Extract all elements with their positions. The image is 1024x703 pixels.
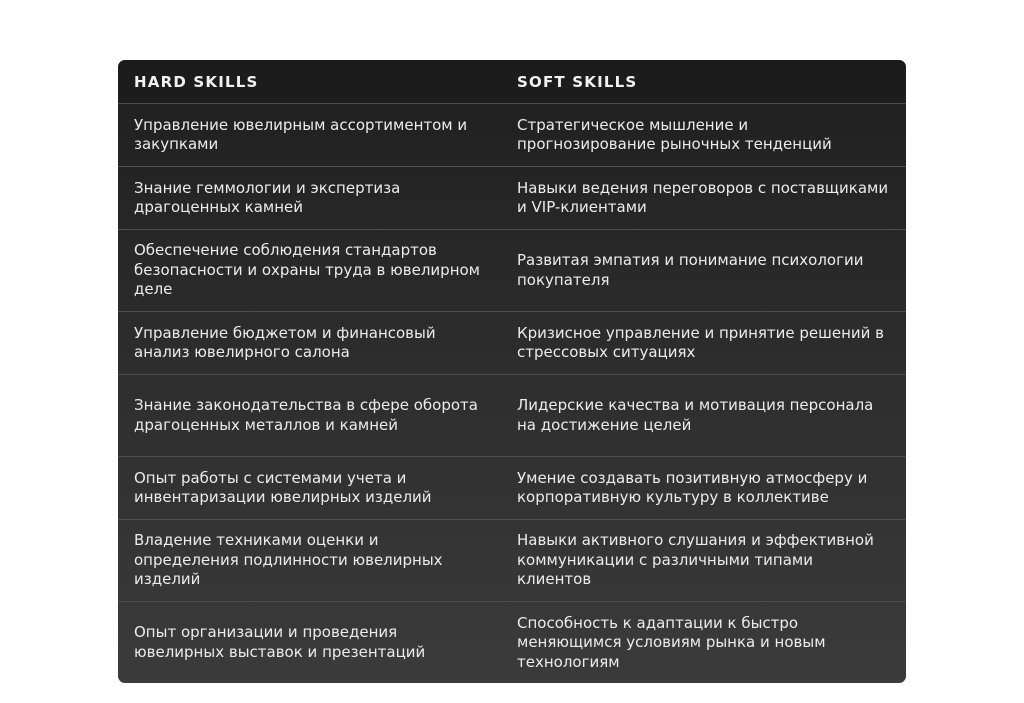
soft-skill-cell: Способность к адаптации к быстро меняющимся условиям рынка и новым технологиям — [501, 602, 906, 684]
skills-table — [118, 60, 906, 683]
table-row — [118, 520, 906, 602]
hard-skill-cell: Знание законодательства в сфере оборота драгоценных металлов и камней — [118, 375, 501, 457]
table-row — [118, 167, 906, 230]
hard-skill-cell: Владение техниками оценки и определения подлинности ювелирных изделий — [118, 520, 501, 602]
table-row — [118, 375, 906, 457]
header-hard-skills: HARD SKILLS — [134, 72, 259, 91]
soft-skill-cell: Умение создавать позитивную атмосферу и корпоративную культуру в коллективе — [501, 457, 906, 520]
hard-skill-cell: Управление ювелирным ассортиментом и закупками — [118, 104, 501, 167]
soft-skill-cell: Кризисное управление и принятие решений в стрессовых ситуациях — [501, 312, 906, 375]
soft-skill-cell: Лидерские качества и мотивация персонала на достижение целей — [501, 375, 906, 457]
table-row — [118, 230, 906, 312]
soft-skill-cell: Стратегическое мышление и прогнозирование рыночных тенденций — [501, 104, 906, 167]
hard-skill-cell: Опыт организации и проведения ювелирных выставок и презентаций — [118, 602, 501, 684]
table-row — [118, 104, 906, 167]
soft-skill-cell: Навыки активного слушания и эффективной коммуникации с различными типами клиентов — [501, 520, 906, 602]
header-soft-skills: SOFT SKILLS — [517, 72, 638, 91]
hard-skill-cell: Опыт работы с системами учета и инвентаризации ювелирных изделий — [118, 457, 501, 520]
hard-skill-cell: Знание геммологии и экспертиза драгоценных камней — [118, 167, 501, 230]
soft-skill-cell: Развитая эмпатия и понимание психологии покупателя — [501, 230, 906, 312]
table-row — [118, 457, 906, 520]
soft-skill-cell: Навыки ведения переговоров с поставщиками и VIP-клиентами — [501, 167, 906, 230]
table-row — [118, 312, 906, 375]
hard-skill-cell: Управление бюджетом и финансовый анализ ювелирного салона — [118, 312, 501, 375]
skills-table-card — [118, 60, 906, 683]
table-header-row — [118, 60, 906, 104]
hard-skill-cell: Обеспечение соблюдения стандартов безопасности и охраны труда в ювелирном деле — [118, 230, 501, 312]
table-row — [118, 602, 906, 684]
